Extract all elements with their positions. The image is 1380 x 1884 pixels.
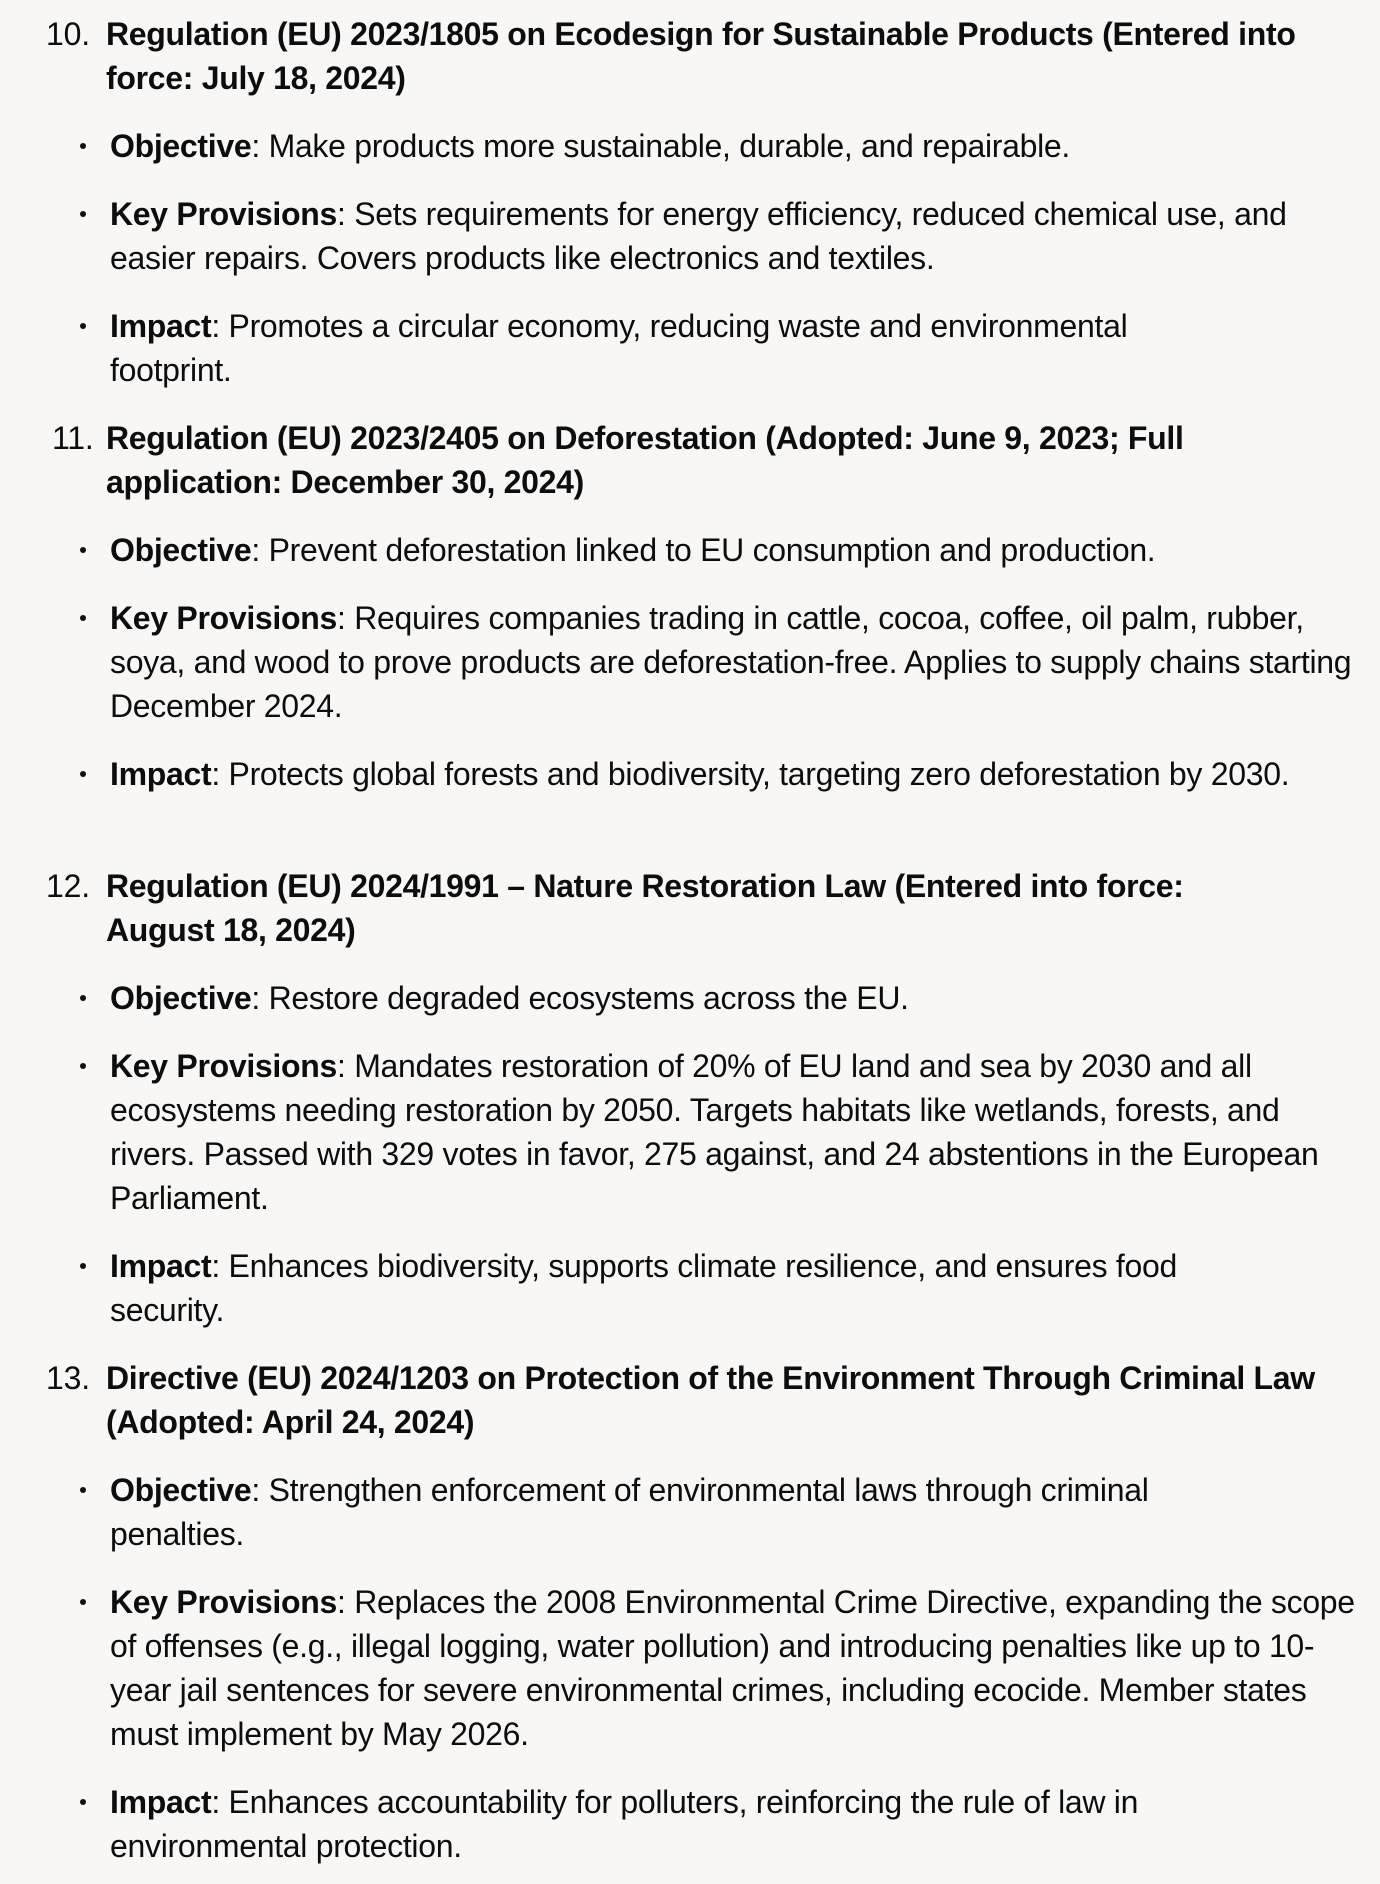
- regulation-10: [0, 12, 1376, 100]
- regulation-title: Regulation (EU) 2024/1991 – Nature Restoration Law (Entered into force: August 18, 2024): [106, 868, 1184, 948]
- bullet-label: Objective: [110, 128, 252, 164]
- bullet-label: Objective: [110, 980, 252, 1016]
- bullet-label: Impact: [110, 756, 212, 792]
- bullet-dot: [80, 771, 86, 777]
- bullet-impact: Impact: Protects global forests and biodiversity, targeting zero deforestation by 2030.: [0, 752, 1340, 796]
- bullet-text: Enhances biodiversity, supports climate resilience, and ensures food security.: [110, 1248, 1177, 1328]
- bullet-objective: Objective: Make products more sustainable, durable, and repairable.: [0, 124, 1380, 168]
- list-number: 10.: [46, 16, 90, 52]
- bullet-key-provisions: Key Provisions: Requires companies trading in cattle, cocoa, coffee, oil palm, rubber, soya, and wood to prove products are deforestation-free. Applies to supply chains starting December 2024.: [0, 596, 1380, 728]
- bullet-label: Key Provisions: [110, 1048, 338, 1084]
- bullet-text: Strengthen enforcement of environmental laws through criminal penalties.: [110, 1472, 1149, 1552]
- regulation-12: [0, 864, 1296, 952]
- bullet-text: Prevent deforestation linked to EU consumption and production.: [268, 532, 1156, 568]
- bullet-impact: Impact: Enhances accountability for polluters, reinforcing the rule of law in environmental protection.: [0, 1780, 1280, 1868]
- bullet-impact: Impact: Promotes a circular economy, reducing waste and environmental footprint.: [0, 304, 1250, 392]
- bullet-objective: Objective: Strengthen enforcement of environmental laws through criminal penalties.: [0, 1468, 1280, 1556]
- regulation-13: [0, 1356, 1366, 1444]
- bullet-label: Objective: [110, 532, 252, 568]
- list-number: 11.: [52, 420, 94, 456]
- regulation-title: Regulation (EU) 2023/2405 on Deforestation (Adopted: June 9, 2023; Full application: December 30, 2024): [106, 420, 1184, 500]
- bullet-label: Key Provisions: [110, 1584, 338, 1620]
- bullet-text: Restore degraded ecosystems across the EU.: [268, 980, 909, 1016]
- bullet-key-provisions: Key Provisions: Replaces the 2008 Environmental Crime Directive, expanding the scope of offenses (e.g., illegal logging, water pollution) and introducing penalties like up to 10-year jail sentences for severe environmental crimes, including ecocide. Member states must implement by May 2026.: [0, 1580, 1375, 1756]
- bullet-text: Requires companies trading in cattle, cocoa, coffee, oil palm, rubber, soya, and wood to prove products are deforestation-free. Applies to supply chains starting December 2024.: [110, 600, 1352, 724]
- bullet-objective: Objective: Prevent deforestation linked to EU consumption and production.: [0, 528, 1380, 572]
- bullet-text: Sets requirements for energy efficiency, reduced chemical use, and easier repairs. Covers products like electronics and textiles.: [110, 196, 1287, 276]
- regulation-title: Directive (EU) 2024/1203 on Protection of the Environment Through Criminal Law (Adopted: April 24, 2024): [106, 1360, 1315, 1440]
- bullet-text: Protects global forests and biodiversity, targeting zero deforestation by 2030.: [228, 756, 1290, 792]
- bullet-dot: [80, 1799, 86, 1805]
- bullet-text: Promotes a circular economy, reducing waste and environmental footprint.: [110, 308, 1128, 388]
- bullet-dot: [80, 1263, 86, 1269]
- bullet-dot: [80, 547, 86, 553]
- bullet-text: Replaces the 2008 Environmental Crime Directive, expanding the scope of offenses (e.g., illegal logging, water pollution) and introducing penalties like up to 10-year jail sentences for severe environmental crimes, including ecocide. Member states must implement by May 2026.: [110, 1584, 1355, 1752]
- bullet-label: Key Provisions: [110, 196, 338, 232]
- regulation-title: Regulation (EU) 2023/1805 on Ecodesign for Sustainable Products (Entered into force: July 18, 2024): [106, 16, 1296, 96]
- regulation-11: [0, 416, 1326, 504]
- bullet-label: Impact: [110, 1248, 212, 1284]
- bullet-text: Make products more sustainable, durable, and repairable.: [268, 128, 1071, 164]
- list-number: 13.: [46, 1360, 90, 1396]
- bullet-key-provisions: Key Provisions: Sets requirements for energy efficiency, reduced chemical use, and easier repairs. Covers products like electronics and textiles.: [0, 192, 1360, 280]
- bullet-label: Impact: [110, 1784, 212, 1820]
- bullet-label: Impact: [110, 308, 212, 344]
- bullet-dot: [80, 1063, 86, 1069]
- bullet-text: Mandates restoration of 20% of EU land and sea by 2030 and all ecosystems needing restoration by 2050. Targets habitats like wetlands, forests, and rivers. Passed with 329 votes in favor, 275 against, and 24 abstentions in the European Parliament.: [110, 1048, 1319, 1216]
- bullet-dot: [80, 323, 86, 329]
- bullet-dot: [80, 1599, 86, 1605]
- bullet-dot: [80, 143, 86, 149]
- bullet-dot: [80, 1487, 86, 1493]
- bullet-impact: Impact: Enhances biodiversity, supports climate resilience, and ensures food security.: [0, 1244, 1300, 1332]
- bullet-dot: [80, 615, 86, 621]
- bullet-dot: [80, 211, 86, 217]
- bullet-objective: Objective: Restore degraded ecosystems across the EU.: [0, 976, 1380, 1020]
- list-number: 12.: [46, 868, 90, 904]
- bullet-text: Enhances accountability for polluters, reinforcing the rule of law in environmental protection.: [110, 1784, 1139, 1864]
- bullet-label: Key Provisions: [110, 600, 338, 636]
- bullet-dot: [80, 995, 86, 1001]
- bullet-label: Objective: [110, 1472, 252, 1508]
- bullet-key-provisions: Key Provisions: Mandates restoration of 20% of EU land and sea by 2030 and all ecosystems needing restoration by 2050. Targets habitats like wetlands, forests, and rivers. Passed with 329 votes in favor, 275 against, and 24 abstentions in the European Parliament.: [0, 1044, 1365, 1220]
